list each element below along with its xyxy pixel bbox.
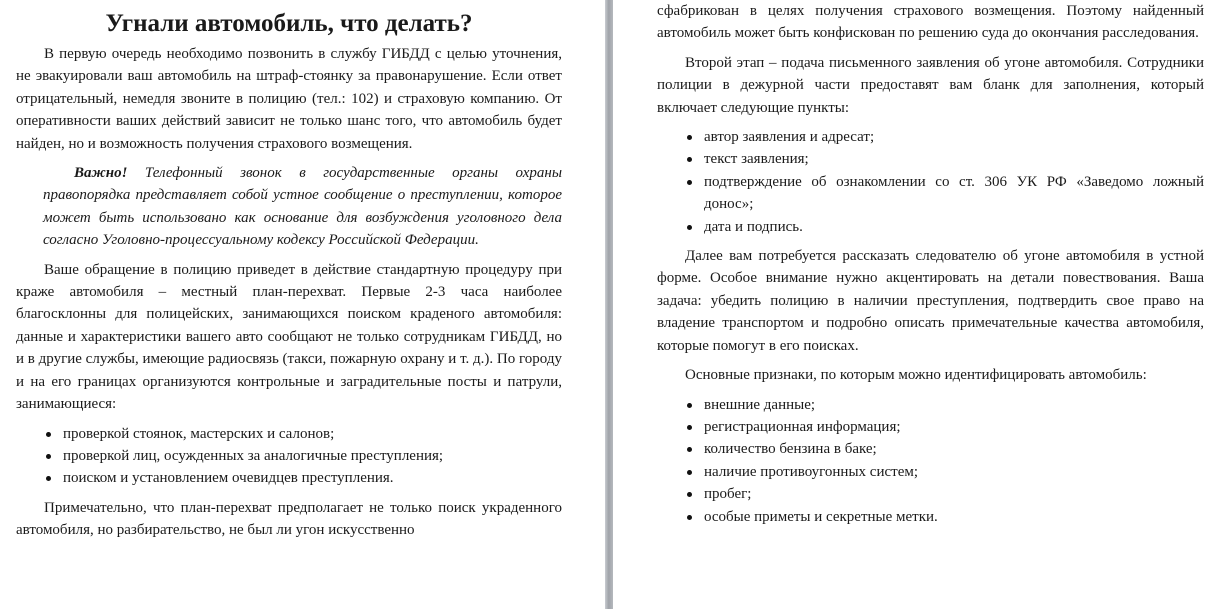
paragraph-second-step: Второй этап – подача письменного заявления об угоне автомобиля. Сотрудники полиции в дежурной части предоставят вам бланк для заполнения, который включает следующие пункты: — [657, 54, 1204, 116]
paragraph-investigator: Далее вам потребуется рассказать следователю об угоне автомобиля в устной форме. Особое внимание нужно акцентировать на детали повествования. Ваша задача: убедить полицию в наличии преступления, подтвердить свое право на владение транспортом и подробно описать примечательные качества автомобиля, которые помогут в его поисках. — [657, 248, 1204, 354]
bullet-icon — [46, 432, 51, 437]
page-divider — [605, 0, 613, 609]
identification-signs-list — [657, 394, 1204, 528]
form-items-list — [657, 126, 1204, 238]
list-item: особые приметы и секретные метки. — [657, 506, 1204, 528]
list-item: наличие противоугонных систем; — [657, 461, 1204, 483]
list-item: пробег; — [657, 483, 1204, 505]
paragraph-intro: В первую очередь необходимо позвонить в службу ГИБДД с целью уточнения, не эвакуировали ваш автомобиль на штраф-стоянку за правонарушение. Если ответ отрицательный, немедля звоните в полицию (тел.: 102) и страховую компанию. От оперативности ваших действий зависит не только шанс того, что автомобиль будет найден, но и возможность получения страхового возмещения. — [16, 46, 562, 152]
bullet-icon — [687, 157, 692, 162]
bullet-icon — [687, 135, 692, 140]
list-item: регистрационная информация; — [657, 416, 1204, 438]
important-text: Телефонный звонок в государственные органы охраны правопорядка представляет собой устное сообщение о преступлении, которое может быть использовано как основание для возбуждения уголовного дела согласно Уголовно-процессуальному кодексу Российской Федерации. — [43, 165, 562, 249]
bullet-icon — [687, 515, 692, 520]
list-item: проверкой стоянок, мастерских и салонов; — [16, 423, 562, 445]
list-item: автор заявления и адресат; — [657, 126, 1204, 148]
right-page — [613, 0, 1226, 609]
bullet-icon — [687, 180, 692, 185]
important-label: Важно! — [74, 165, 128, 182]
bullet-icon — [46, 476, 51, 481]
paragraph-signs-intro: Основные признаки, по которым можно идентифицировать автомобиль: — [685, 367, 1147, 384]
list-item: подтверждение об ознакомлении со ст. 306 УК РФ «Заведомо ложный донос»; — [657, 171, 1204, 216]
paragraph-plan-intercept: Ваше обращение в полицию приведет в действие стандартную процедуру при краже автомобиля – местный план-перехват. Первые 2-3 часа наиболее благосклонны для полицейских, занимающихся поиском краденого автомобиля: данные и характеристики вашего авто сообщают не только сотрудникам ГИБДД, но и в другие службы, имеющие радиосвязь (такси, пожарную охрану и т. д.). По городу и на его границах организуются контрольные и заградительные посты и патрули, занимающиеся: — [16, 261, 562, 413]
bullet-icon — [687, 447, 692, 452]
paragraph-continued: сфабрикован в целях получения страхового возмещения. Поэтому найденный автомобиль может быть конфискован по решению суда до окончания расследования. — [657, 3, 1204, 42]
left-page — [0, 0, 605, 609]
list-item: проверкой лиц, осужденных за аналогичные преступления; — [16, 445, 562, 467]
list-item: текст заявления; — [657, 148, 1204, 170]
document-title: Угнали автомобиль, что делать? — [105, 10, 473, 37]
bullet-icon — [687, 492, 692, 497]
bullet-icon — [687, 470, 692, 475]
patrol-duties-list — [16, 423, 562, 490]
bullet-icon — [687, 225, 692, 230]
paragraph-note: Примечательно, что план-перехват предполагает не только поиск украденного автомобиля, но разбирательство, не был ли угон искусственно — [16, 499, 562, 539]
important-note — [43, 162, 562, 252]
list-item: поиском и установлением очевидцев преступления. — [16, 467, 562, 489]
bullet-icon — [687, 425, 692, 430]
bullet-icon — [46, 454, 51, 459]
list-item: внешние данные; — [657, 394, 1204, 416]
list-item: количество бензина в баке; — [657, 438, 1204, 460]
list-item: дата и подпись. — [657, 216, 1204, 238]
bullet-icon — [687, 403, 692, 408]
